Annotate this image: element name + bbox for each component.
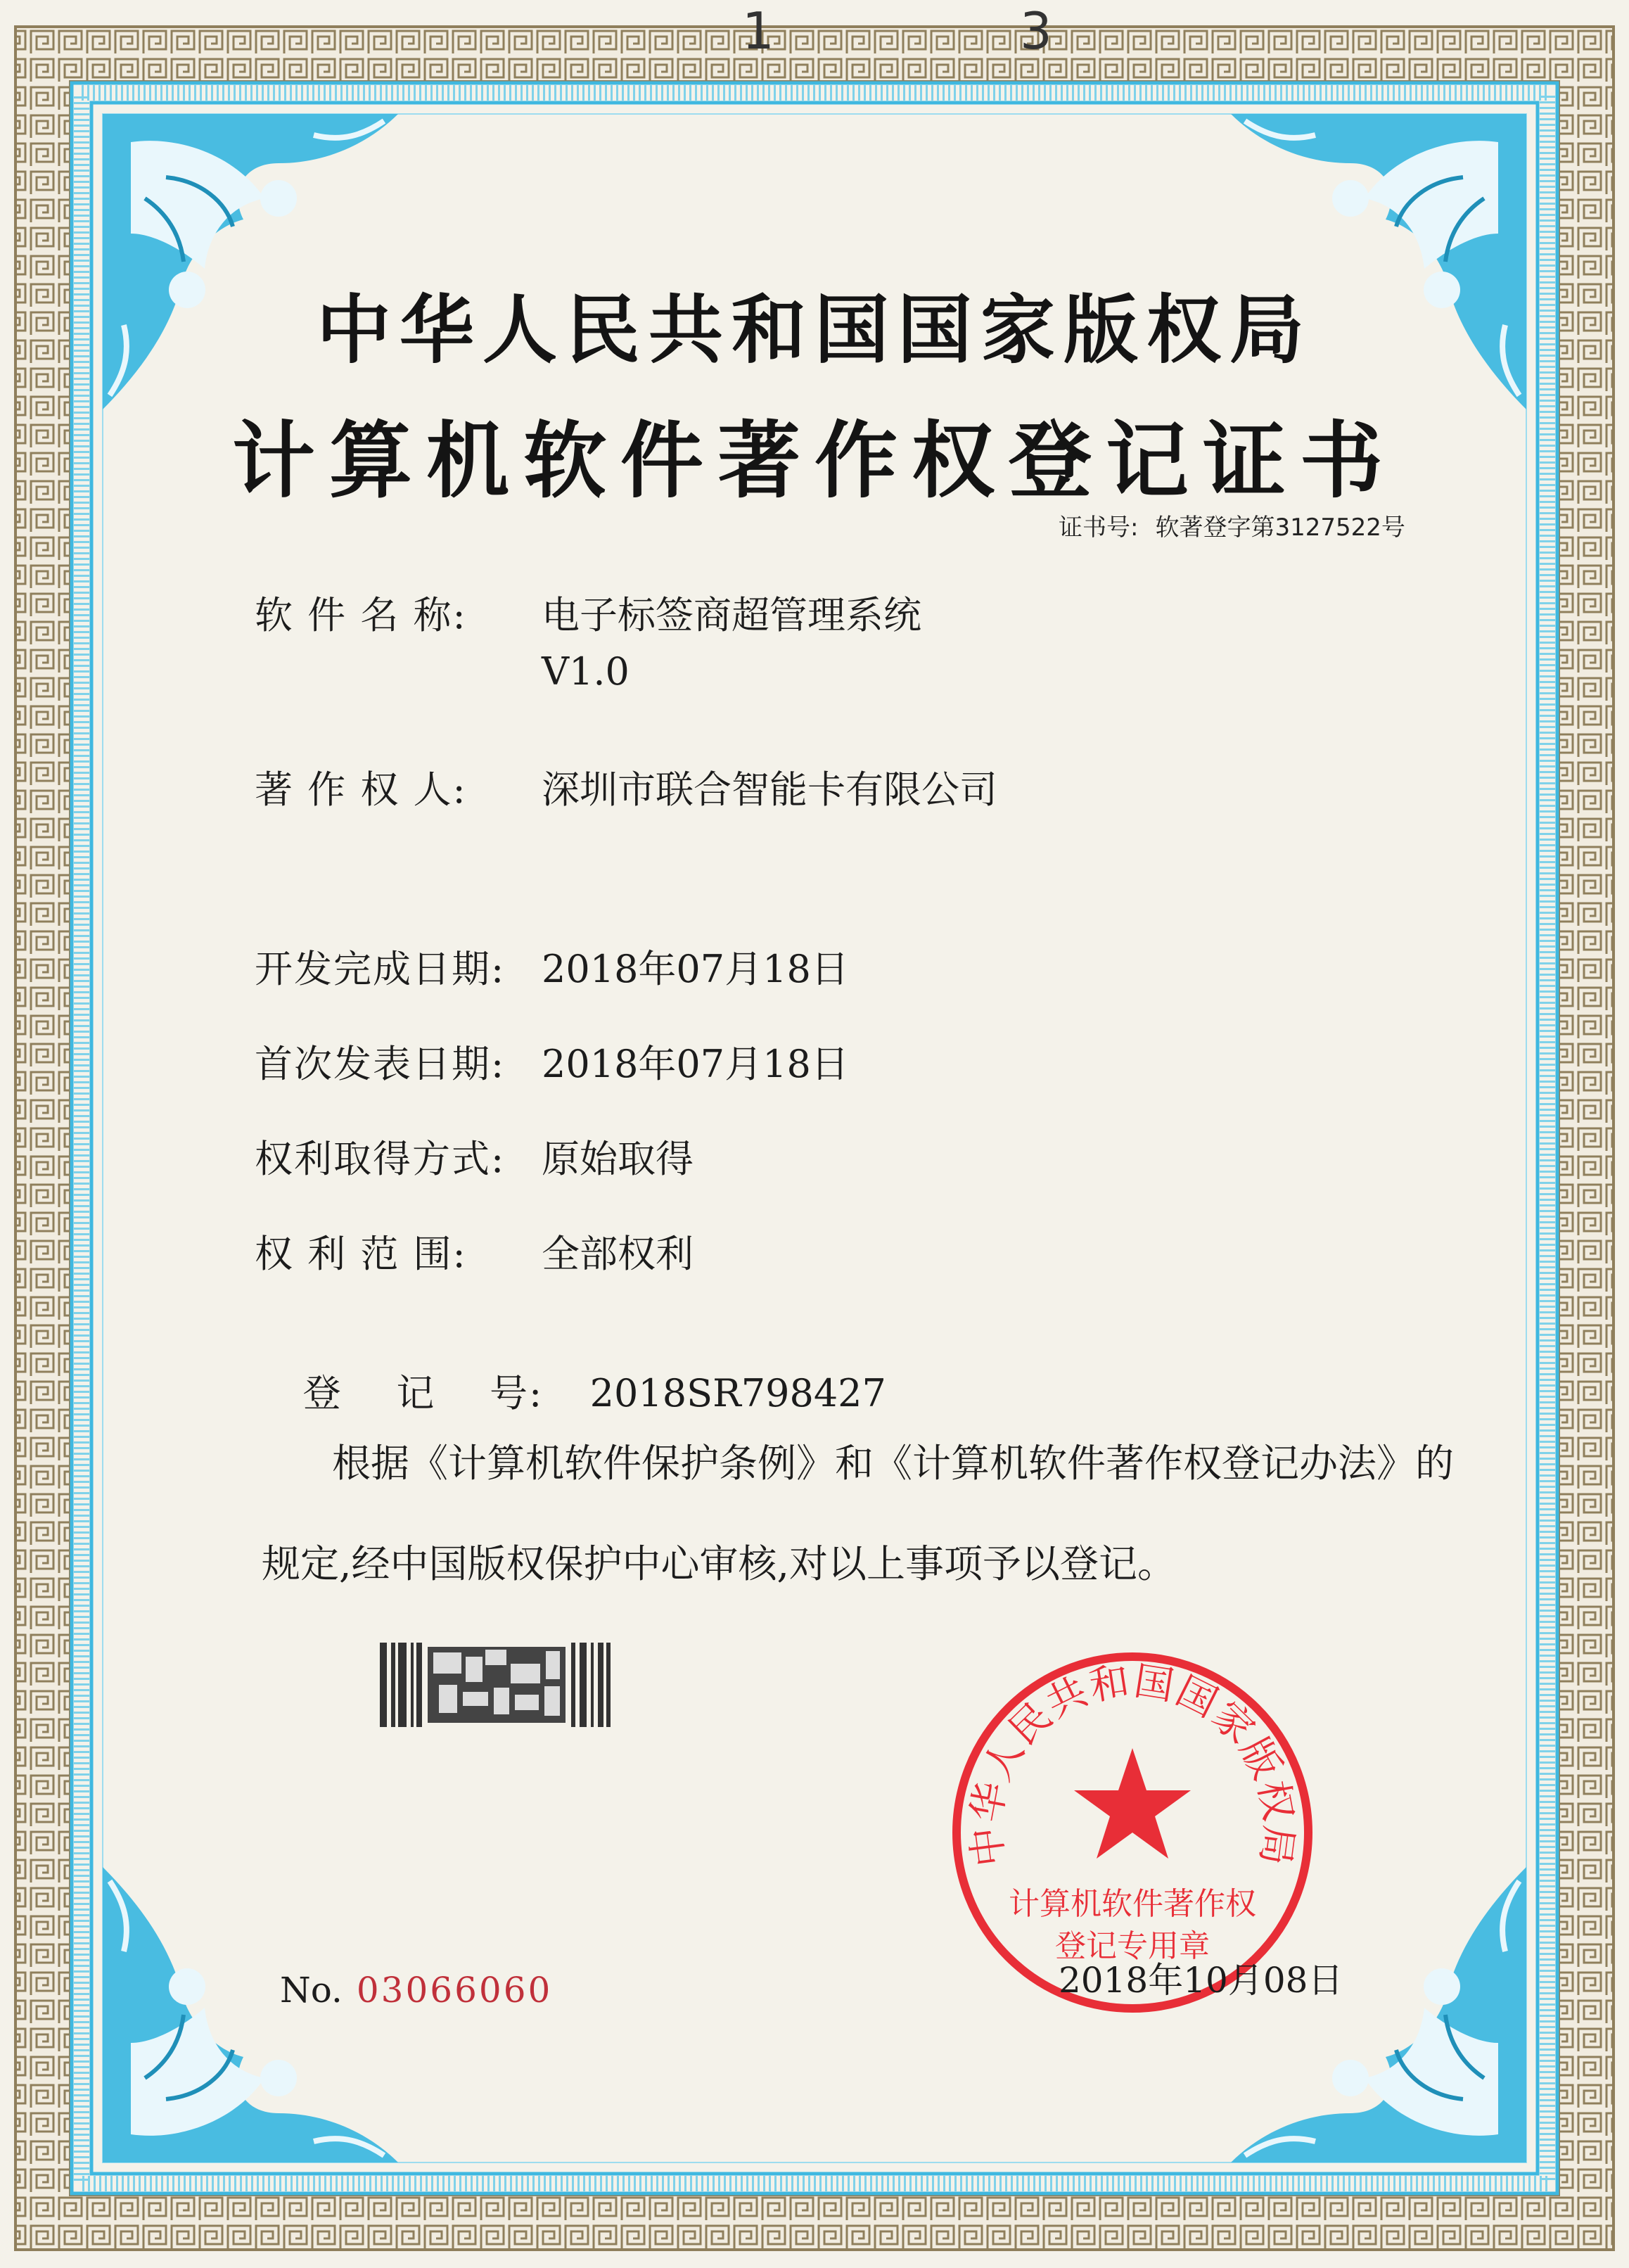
certificate-number <box>1059 508 1405 542</box>
field-copyright-owner <box>255 760 997 814</box>
serial-prefix: No. <box>280 1970 343 2011</box>
field-label: 登 记 号: <box>302 1371 544 1415</box>
field-value: 全部权利 <box>542 1232 694 1276</box>
field-rights-scope <box>255 1224 694 1278</box>
handwritten-mark: 1 <box>742 1 774 60</box>
field-label: 著 作 权 人: <box>255 767 467 812</box>
seal-line-1: 计算机软件著作权 <box>1009 1886 1256 1922</box>
field-software-name <box>255 585 921 694</box>
star-icon <box>1074 1748 1191 1859</box>
seal-line-2: 登记专用章 <box>1055 1928 1210 1964</box>
serial-value: 03066060 <box>356 1970 553 2011</box>
handwritten-mark: 3 <box>1020 1 1052 60</box>
field-value: 2018年07月18日 <box>542 1042 849 1086</box>
issue-date: 2018年10月08日 <box>1059 1960 1343 2001</box>
field-publication-date <box>255 1034 849 1088</box>
field-value: 深圳市联合智能卡有限公司 <box>542 767 997 812</box>
seal-arc-text: 中华人民共和国国家版权局 <box>963 1658 1302 1870</box>
authority-title: 中华人民共和国国家版权局 <box>317 287 1312 374</box>
statement-line-2: 规定,经中国版权保护中心审核,对以上事项予以登记。 <box>262 1541 1176 1586</box>
field-acquisition-method <box>255 1129 694 1183</box>
field-value-version: V1.0 <box>542 649 630 694</box>
field-value: 2018SR798427 <box>589 1371 886 1415</box>
certificate-title: 计算机软件著作权登记证书 <box>231 412 1397 509</box>
field-value: 电子标签商超管理系统 <box>542 593 921 637</box>
statement-line-1: 根据《计算机软件保护条例》和《计算机软件著作权登记办法》的 <box>332 1441 1455 1486</box>
field-label: 首次发表日期: <box>255 1042 506 1086</box>
field-label: 权利取得方式: <box>255 1137 506 1181</box>
certificate-number-value: 软著登字第3127522号 <box>1155 514 1405 542</box>
field-label: 软 件 名 称: <box>255 593 467 637</box>
field-development-date <box>255 939 849 993</box>
serial-number <box>280 1970 552 2011</box>
barcode <box>380 1643 612 1727</box>
field-label: 开发完成日期: <box>255 947 506 991</box>
field-value: 原始取得 <box>542 1137 694 1181</box>
field-value: 2018年07月18日 <box>542 947 849 991</box>
corner-ornament-bottom-left <box>103 1867 398 2162</box>
certificate-number-label: 证书号: <box>1059 514 1139 542</box>
field-label: 权 利 范 围: <box>255 1232 467 1276</box>
